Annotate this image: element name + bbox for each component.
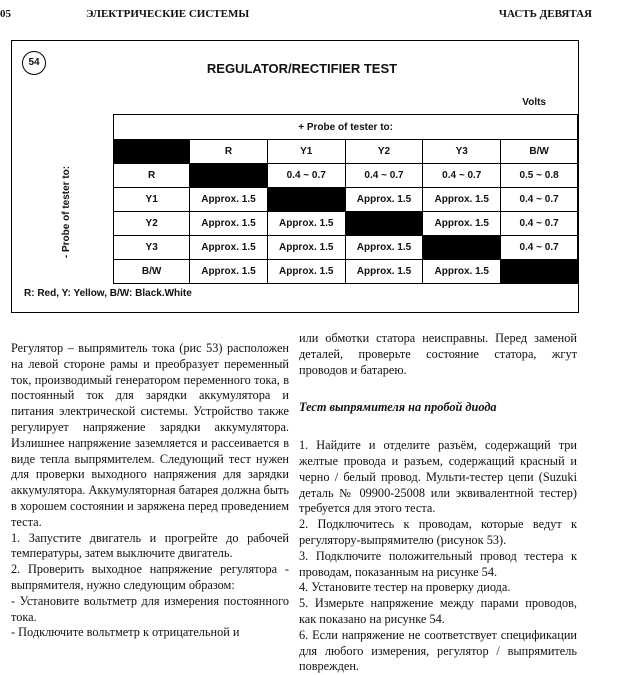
paragraph: или обмотки статора неисправны. Перед заменой деталей, проверьте состояние статора, жгут проводов и батарею. bbox=[299, 331, 577, 377]
paragraph: 2. Проверить выходное напряжение регулятора - выпрямителя, нужно следующим образом: bbox=[11, 562, 289, 592]
table-cell: 0.4 ~ 0.7 bbox=[501, 236, 578, 260]
table-cell-black bbox=[345, 212, 423, 236]
corner-blank bbox=[21, 115, 114, 140]
column-header: R bbox=[190, 140, 268, 164]
table-cell: Approx. 1.5 bbox=[267, 236, 345, 260]
table-cell: 0.4 ~ 0.7 bbox=[267, 164, 345, 188]
row-header: Y3 bbox=[114, 236, 190, 260]
header-corner-black bbox=[114, 140, 190, 164]
table-cell: Approx. 1.5 bbox=[267, 260, 345, 284]
table-cell: Approx. 1.5 bbox=[423, 212, 501, 236]
paragraph: 1. Запустите двигатель и прогрейте до рабочей температуры, затем выключите двигатель. bbox=[11, 530, 289, 561]
table-cell: 0.4 ~ 0.7 bbox=[501, 212, 578, 236]
table-cell: Approx. 1.5 bbox=[423, 188, 501, 212]
row-header: B/W bbox=[114, 260, 190, 284]
row-header: R bbox=[114, 164, 190, 188]
step: 4. Установите тестер на проверку диода. bbox=[299, 580, 511, 595]
table-cell: 0.4 ~ 0.7 bbox=[345, 164, 423, 188]
plus-probe-header: + Probe of tester to: bbox=[114, 115, 578, 140]
column-header: B/W bbox=[501, 140, 578, 164]
right-text-column bbox=[299, 331, 577, 675]
column-header: Y1 bbox=[267, 140, 345, 164]
color-legend: R: Red, Y: Yellow, B/W: Black.White bbox=[24, 288, 192, 299]
figure-title: REGULATOR/RECTIFIER TEST bbox=[206, 61, 398, 76]
minus-probe-cell bbox=[21, 140, 114, 284]
step: 5. Измерьте напряжение между парами проводов, как показано на рисунке 54. bbox=[299, 596, 577, 626]
table-cell: Approx. 1.5 bbox=[190, 188, 268, 212]
table-cell: 0.4 ~ 0.7 bbox=[423, 164, 501, 188]
units-label: Volts bbox=[522, 97, 546, 108]
row-header: Y2 bbox=[114, 212, 190, 236]
row-header: Y1 bbox=[114, 188, 190, 212]
step: 3. Подключите положительный провод тестера к проводам, показанным на рисунке 54. bbox=[299, 548, 577, 579]
column-header: Y3 bbox=[423, 140, 501, 164]
step: 1. Найдите и отделите разъём, содержащий три желтые провода и разъем, содержащий красный и черно / белый провод. Мульти-тестер цепи (Suzuki деталь № 09900-25008 или эквивалентной тестер) требуется для этого теста. bbox=[299, 438, 577, 516]
paragraph: - Подключите вольтметр к отрицательной и bbox=[11, 625, 240, 640]
section-subheading: Тест выпрямителя на пробой диода bbox=[299, 400, 497, 415]
table-cell-black bbox=[190, 164, 268, 188]
table-cell-black bbox=[267, 188, 345, 212]
table-cell-black bbox=[501, 260, 578, 284]
table-cell: 0.4 ~ 0.7 bbox=[501, 188, 578, 212]
table-cell-black bbox=[423, 236, 501, 260]
table-cell: Approx. 1.5 bbox=[267, 212, 345, 236]
paragraph: - Установите вольтметр для измерения постоянного тока. bbox=[11, 593, 289, 624]
table-cell: Approx. 1.5 bbox=[423, 260, 501, 284]
paragraph: Регулятор – выпрямитель тока (рис 53) расположен на левой стороне рамы и преобразует переменный ток, производимый генератором переменного тока, в постоянный ток для зарядки аккумулятора и питания электрической системы. Устройство также регулирует напряжение зарядки аккумулятора. Излишнее напряжение заземляется и рассеивается в виде тепла выпрямителем. Следующий тест нужен для проверки выходного напряжения для зарядки аккумулятора. Аккумуляторная батарея должна быть в хорошем состоянии и заряжена перед проведением теста. bbox=[11, 341, 289, 529]
table-cell: Approx. 1.5 bbox=[190, 212, 268, 236]
figure-number: 54 bbox=[22, 51, 46, 75]
table-cell: Approx. 1.5 bbox=[345, 188, 423, 212]
left-text-column bbox=[11, 341, 289, 641]
section-title: ЭЛЕКТРИЧЕСКИЕ СИСТЕМЫ bbox=[86, 8, 250, 20]
table-cell: Approx. 1.5 bbox=[345, 236, 423, 260]
column-header: Y2 bbox=[345, 140, 423, 164]
table-cell: Approx. 1.5 bbox=[190, 236, 268, 260]
minus-probe-label: - Probe of tester to: bbox=[61, 165, 73, 258]
step: 6. Если напряжение не соответствует спецификации для любого измерения, регулятор / выпрямитель поврежден. bbox=[299, 627, 577, 674]
regulator-rectifier-figure bbox=[11, 40, 579, 313]
step: 2. Подключитесь к проводам, которые ведут к регулятору-выпрямителю (рисунок 53). bbox=[299, 517, 577, 547]
part-title: ЧАСТЬ ДЕВЯТАЯ bbox=[498, 8, 592, 20]
table-cell: 0.5 ~ 0.8 bbox=[501, 164, 578, 188]
table-cell: Approx. 1.5 bbox=[345, 260, 423, 284]
test-table bbox=[21, 114, 578, 284]
table-cell: Approx. 1.5 bbox=[190, 260, 268, 284]
page-header bbox=[0, 0, 640, 24]
page-number: 05 bbox=[0, 8, 11, 20]
